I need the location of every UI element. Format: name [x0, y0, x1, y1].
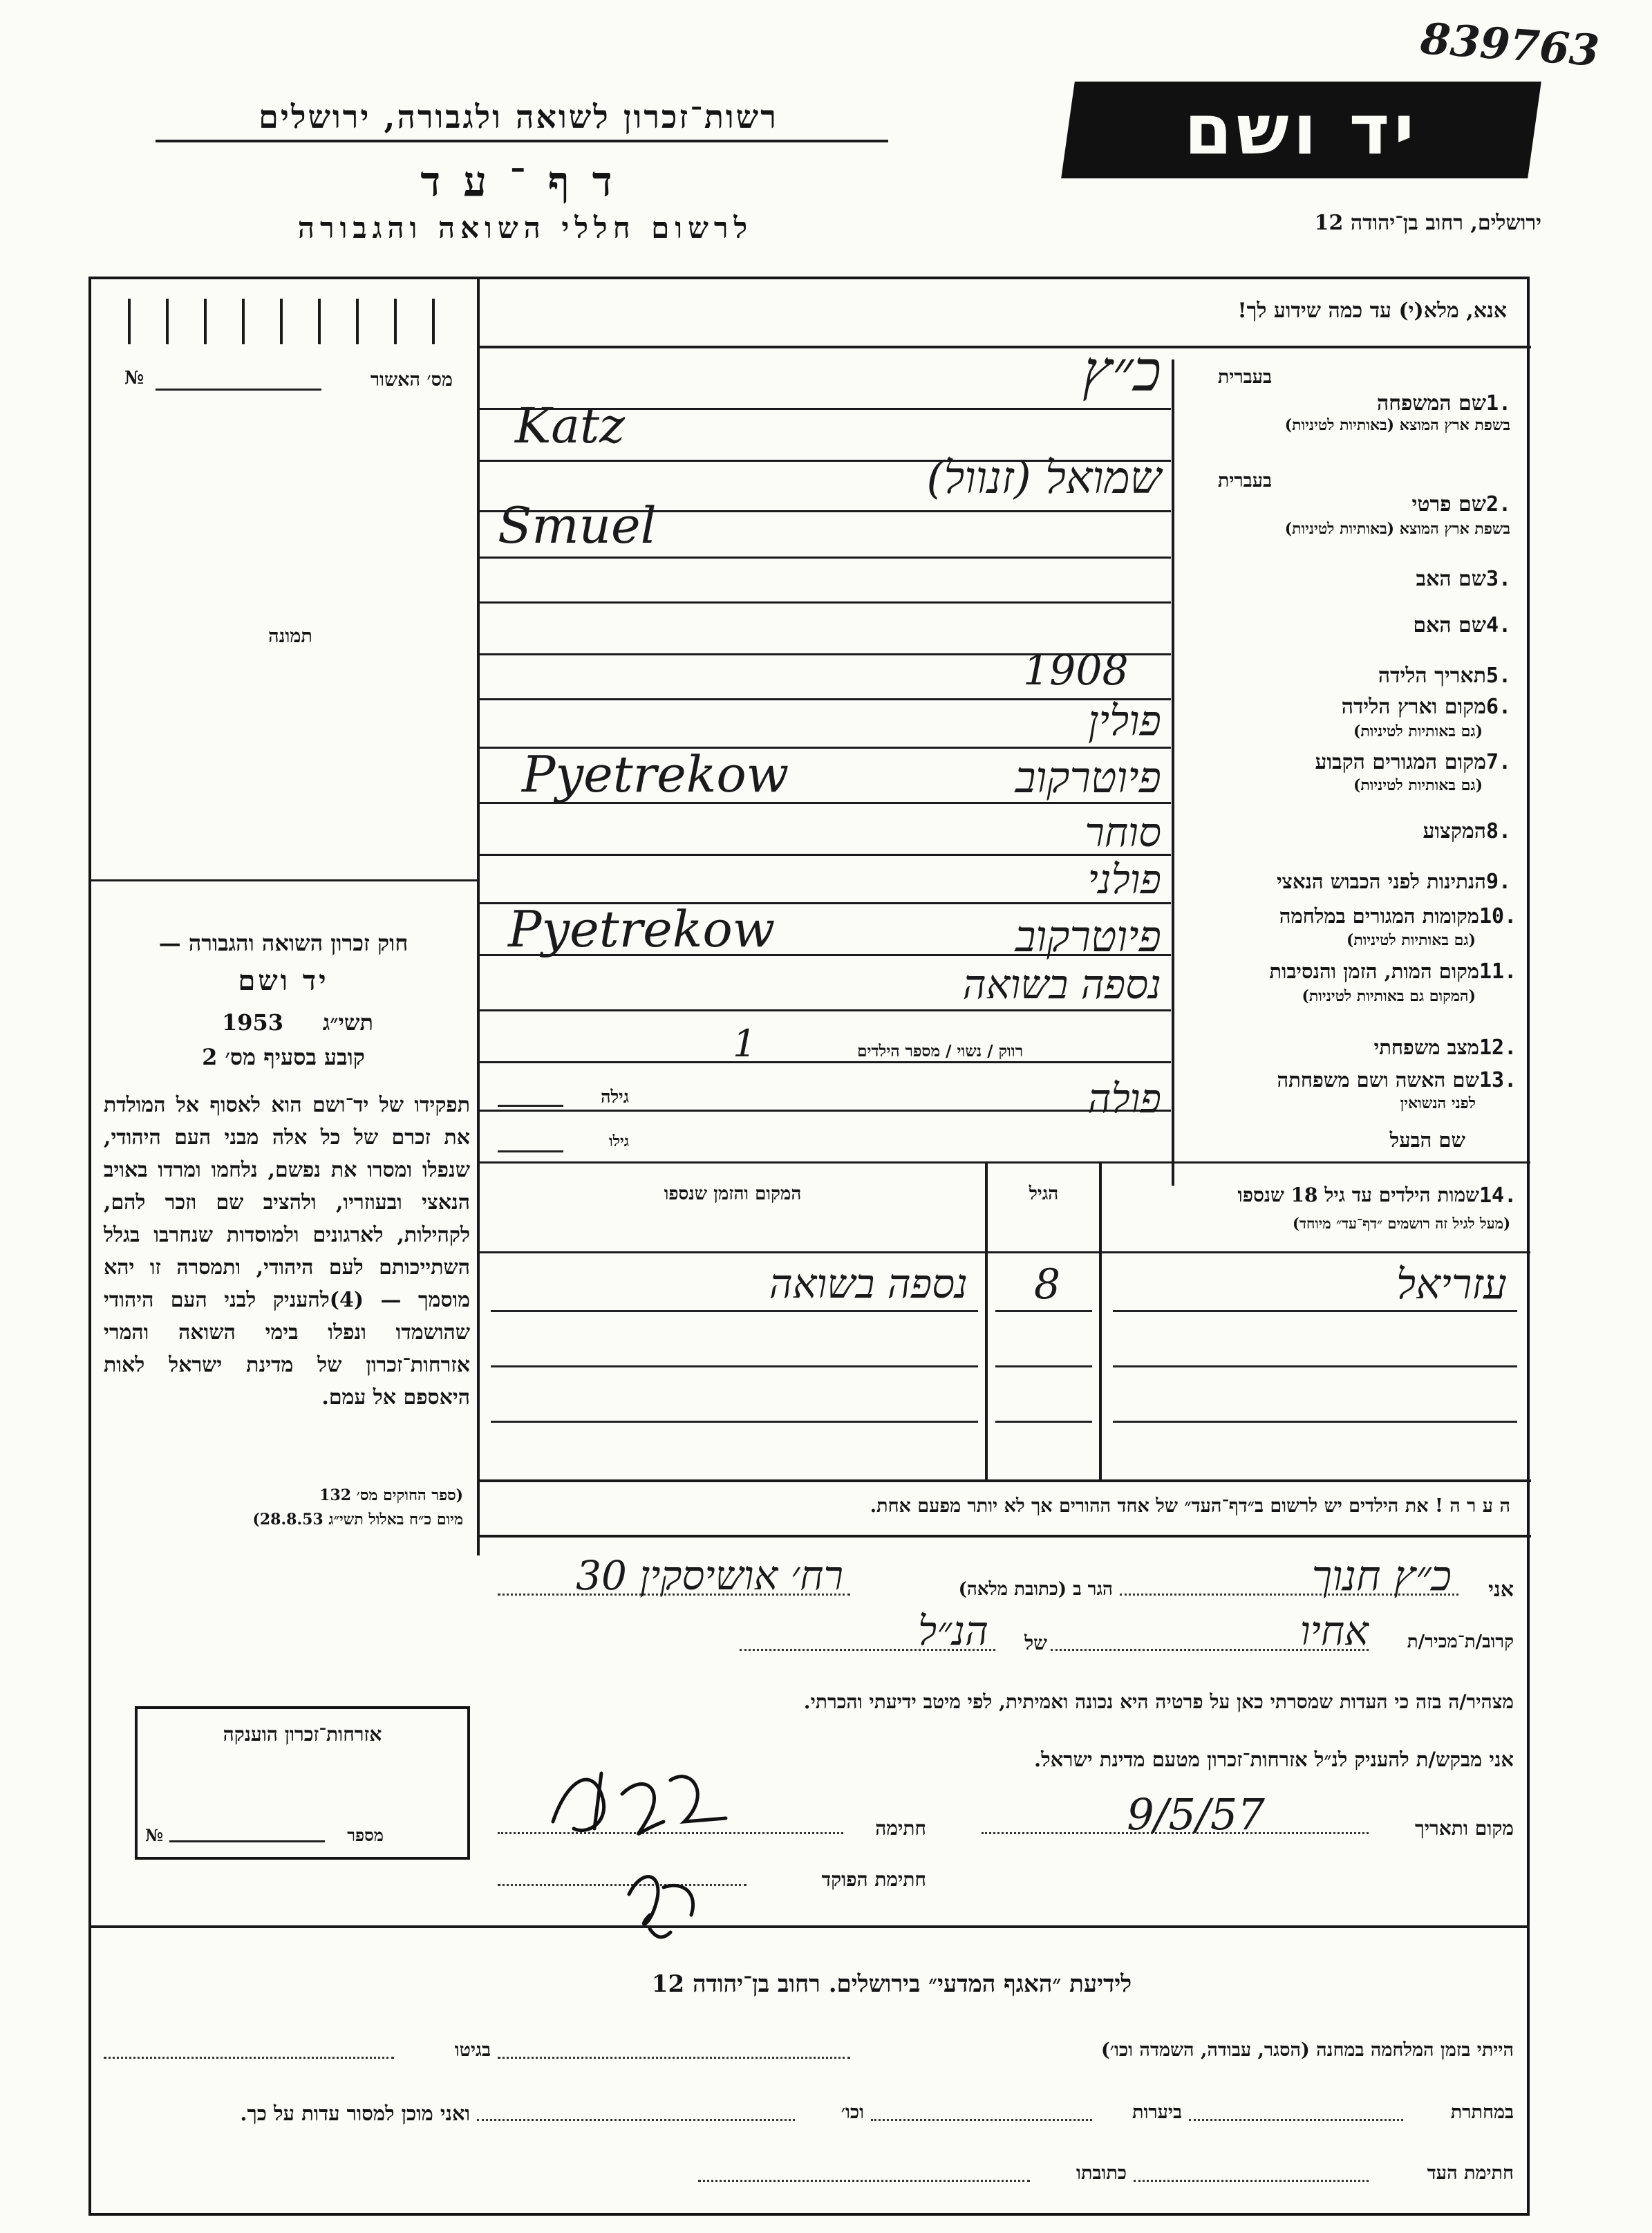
decl-place-date-label: מקום ותאריך	[1414, 1817, 1514, 1840]
note-bottom-rule	[477, 1535, 1531, 1538]
f2-latin-value[interactable]: Smuel	[498, 496, 657, 554]
law-year-heb: תשי״ג	[322, 1009, 373, 1036]
bottom-line3-b: כתובתו	[1076, 2162, 1127, 2184]
photo-bottom	[88, 879, 479, 881]
citizenship-no-label: מספר	[347, 1825, 384, 1845]
bottom-line2-b: ביערות	[1132, 2102, 1182, 2123]
f12-label: מצב משפחתי	[1373, 1036, 1479, 1059]
citizenship-title: אזרחות־זכרון הוענקה	[223, 1723, 382, 1746]
decl-place-date-value[interactable]: 9/5/57	[1127, 1789, 1265, 1840]
photo-label: תמונה	[268, 626, 312, 647]
bottom-line1-a: הייתי בזמן המלחמה במחנה (הסגר, עבודה, השמדה וכו׳)	[1101, 2039, 1514, 2061]
law-heading: חוק זכרון השואה והגבורה —	[158, 930, 409, 956]
f5-value[interactable]: 1908	[1023, 646, 1129, 695]
institution-underline	[156, 140, 888, 142]
f13-label: שם האשה ושם משפחתה	[1277, 1068, 1479, 1092]
f9-num: 9.	[1486, 870, 1512, 894]
f7-num: 7.	[1486, 750, 1512, 774]
bottom-line2-d: ואני מוכן למסור עדות על כך.	[240, 2102, 470, 2125]
f10-label: מקומות המגורים במלחמה	[1279, 904, 1479, 928]
f1-label: שם המשפחה	[1376, 391, 1486, 415]
f2-label: שם פרטי	[1411, 492, 1486, 516]
husband-age-line	[498, 1150, 563, 1152]
intro-prompt: אנא, מלא(י) עד כמה שידוע לך!	[1237, 299, 1507, 323]
logo-text: יד ושם	[1184, 89, 1418, 170]
f14-divider-2	[985, 1161, 988, 1479]
f5-label: תאריך הלידה	[1378, 664, 1486, 688]
law-year: 1953	[221, 1009, 283, 1036]
institution-name: רשות־זכרון לשואה ולגבורה, ירושלים	[259, 98, 778, 136]
f1-sub: בשפת ארץ המוצא (באותיות לטיניות)	[1284, 416, 1510, 434]
f7-hebrew-value[interactable]: פיוטרקוב	[1015, 752, 1161, 803]
f10-latin-value[interactable]: Pyetrekow	[508, 900, 776, 958]
f10-num: 10.	[1479, 904, 1517, 928]
decl-i-label: אני	[1488, 1578, 1514, 1602]
left-column-divider	[477, 277, 480, 1555]
f11-sub: (המקום גם באותיות לטיניות)	[1302, 987, 1476, 1005]
form-subtitle: לרשום חללי השואה והגבורה	[297, 211, 753, 245]
barcode-ticks	[128, 299, 453, 346]
f14-divider-1	[1099, 1161, 1102, 1479]
form-title: ד ף ־ ע ד	[420, 158, 617, 206]
f10-sub: (גם באותיות לטיניות)	[1346, 931, 1476, 949]
bottom-line2-c: וכו׳	[841, 2102, 864, 2123]
f11-value[interactable]: נספה בשואה	[962, 961, 1161, 1008]
f1-latin-value[interactable]: Katz	[515, 398, 626, 454]
f7-latin-value[interactable]: Pyetrekow	[522, 745, 789, 803]
f14-child-name[interactable]: עזריאל	[1396, 1260, 1507, 1309]
decl-resides-value[interactable]: רח׳ אושיסקין 30	[576, 1552, 843, 1599]
f4-label: שם האם	[1413, 613, 1486, 637]
f14-col-place: המקום והזמן שנספו	[664, 1184, 802, 1204]
decl-of-label: של	[1024, 1632, 1047, 1654]
f2-hebrew-label: בעברית	[1217, 470, 1272, 492]
officer-signature	[608, 1853, 733, 1943]
f9-label: הנתינות לפני הכבוש הנאצי	[1277, 870, 1486, 893]
f7-sub: (גם באותיות לטיניות)	[1353, 776, 1483, 794]
yad-vashem-logo	[1061, 82, 1541, 178]
f8-value[interactable]: סוחר	[1085, 809, 1161, 856]
bottom-line2-a: במחתרת	[1450, 2102, 1514, 2123]
f8-num: 8.	[1486, 819, 1512, 843]
decl-relative-label: קרוב/ת־מכיר/ת	[1407, 1632, 1514, 1652]
f11-label: מקום המות, הזמן והנסיבות	[1269, 960, 1479, 983]
f3-num: 3.	[1486, 567, 1512, 591]
bottom-section-rule	[88, 1925, 1530, 1928]
approval-no-suffix: №	[124, 368, 144, 389]
law-footnote-2: מיום כ״ח באלול תשי״ג 28.8.53)	[252, 1511, 463, 1529]
f14-label: שמות הילדים עד גיל 18 שנספו	[1237, 1184, 1479, 1206]
law-text: תפקידו של יד־ושם הוא לאסוף אל המולדת את זכרם של כל אלה מבני העם היהודי, שנפלו ומסרו את נפשם, נלחמו ומרדו באויב הנאצי ובעוזריו, ולהציב שם וזכר להם, לקהילות, לארגונים ולמוסדות שנחרבו בגלל השתייכותם לעם היהודי, ותמסרה זו יהא מוסמך — (4)להעניק לבני העם היהודי שהושמדו ונפלו בימי השואה והמרי אזרחות־זכרון של מדינת ישראל לאות היאספם אל עמם.	[104, 1093, 470, 1410]
f13-num: 13.	[1479, 1068, 1517, 1092]
law-name: יד ושם	[238, 964, 329, 997]
f2-hebrew-value[interactable]: שמואל (זנוול)	[926, 453, 1161, 504]
decl-of-value[interactable]: הנ״ל	[917, 1607, 988, 1654]
law-footnote-1: (ספר החוקים מס׳ 132	[319, 1486, 463, 1504]
f12-value[interactable]: 1	[733, 1022, 757, 1065]
f2-sub: בשפת ארץ המוצא (באותיות לטיניות)	[1284, 520, 1510, 538]
f14-child-age[interactable]: 8	[1033, 1260, 1061, 1309]
f1-hebrew-label: בעברית	[1217, 366, 1272, 388]
decl-relative-value[interactable]: אחיו	[1299, 1607, 1369, 1654]
bottom-title: לידיעת ״האגף המדעי״ בירושלים. רחוב בן־יהודה 12	[651, 1970, 1132, 1998]
approval-no-line	[156, 389, 321, 391]
decl-resides-label: הגר ב (כתובת מלאה)	[958, 1579, 1113, 1600]
f14-sub: (מעל לגיל זה רושמים ״דף־עד״ מיוחד)	[1292, 1215, 1510, 1232]
f14-child-place[interactable]: נספה בשואה	[769, 1260, 968, 1307]
husband-label: שם הבעל	[1389, 1128, 1465, 1152]
decl-statement: מצהיר/ה בזה כי העדות שמסרתי כאן על פרטיה היא נכונה ואמיתית, לפי מיטב ידיעתי והכרתי.	[803, 1690, 1514, 1713]
f5-num: 5.	[1486, 664, 1512, 688]
f7-label: מקום המגורים הקבוע	[1315, 750, 1486, 774]
note-top-rule	[477, 1479, 1531, 1482]
f1-num: 1.	[1486, 391, 1512, 415]
citizenship-no-line	[169, 1840, 325, 1842]
f1-hebrew-value[interactable]: כ״ץ	[1082, 339, 1161, 404]
f13-value[interactable]: פולה	[1087, 1075, 1161, 1122]
decl-i-value[interactable]: כ״ץ חנוך	[1311, 1552, 1452, 1600]
f14-header-rule	[480, 1251, 1530, 1253]
bottom-line1-b: בגיטו	[454, 2039, 491, 2061]
f13-age-line	[498, 1105, 563, 1107]
f6-label: מקום וארץ הלידה	[1341, 695, 1486, 719]
f6-num: 6.	[1486, 695, 1512, 719]
record-number: 839763	[1418, 13, 1602, 76]
f9-value[interactable]: פולני	[1087, 856, 1161, 903]
approval-no-label: מס׳ האשור	[370, 369, 453, 391]
f11-num: 11.	[1479, 960, 1517, 984]
f13-age-label: גילה	[601, 1087, 629, 1107]
f14-num: 14.	[1479, 1184, 1517, 1208]
decl-request: אני מבקש/ת להעניק לנ״ל אזרחות־זכרון מטעם מדינת ישראל.	[1034, 1748, 1514, 1771]
f4-num: 4.	[1486, 613, 1512, 637]
labels-divider	[1172, 359, 1174, 1186]
f8-label: המקצוע	[1423, 819, 1486, 843]
bottom-line3-a: חתימת העד	[1427, 2162, 1514, 2184]
law-clause: קובע בסעיף מס׳ 2	[202, 1044, 365, 1070]
f6-value[interactable]: פולין	[1088, 697, 1161, 745]
f3-label: שם האב	[1416, 567, 1486, 591]
f14-col-age: הגיל	[1029, 1184, 1059, 1204]
decl-signature-label: חתימה	[875, 1817, 926, 1840]
decl-officer-label: חתימת הפוקד	[821, 1868, 926, 1891]
f10-hebrew-value[interactable]: פיוטרקוב	[1015, 911, 1161, 962]
f2-num: 2.	[1486, 492, 1512, 516]
husband-age-label: גילו	[609, 1132, 629, 1150]
f12-num: 12.	[1479, 1036, 1517, 1060]
note: ה ע ר ה ! את הילדים יש לרשום ב״דף־העד״ של אחד ההורים אך לא יותר מפעם אחת.	[870, 1495, 1510, 1517]
citizenship-no-suffix: №	[145, 1825, 164, 1845]
f12-options: רווק / נשוי / מספר הילדים	[857, 1042, 1023, 1061]
address: ירושלים, רחוב בן־יהודה 12	[1314, 211, 1541, 235]
f13-sub: לפני הנשואין	[1400, 1094, 1476, 1112]
declarant-signature	[525, 1753, 733, 1842]
f6-sub: (גם באותיות לטיניות)	[1353, 722, 1483, 740]
